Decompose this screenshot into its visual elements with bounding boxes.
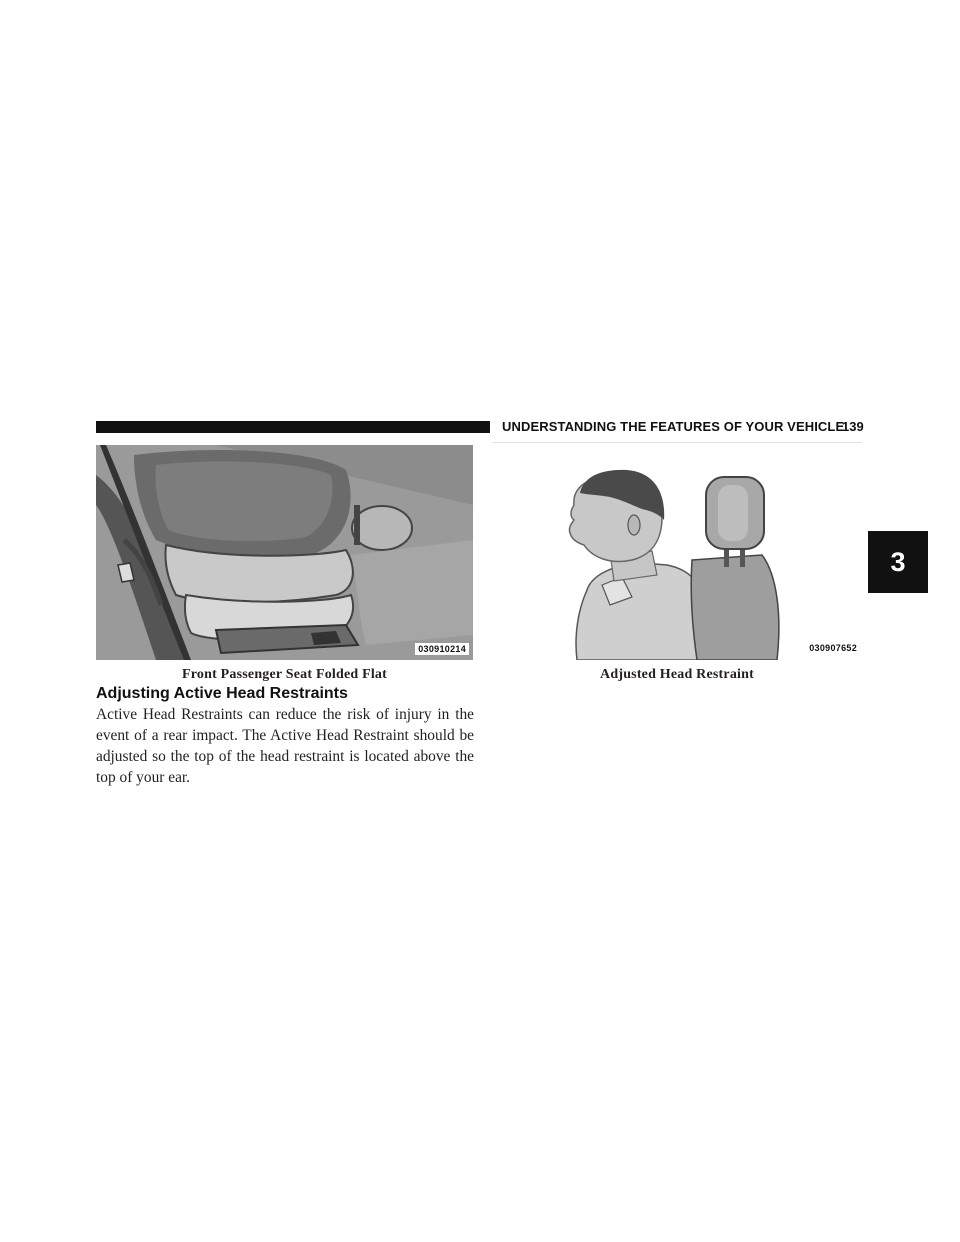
header-title: UNDERSTANDING THE FEATURES OF YOUR VEHICLE <box>502 419 845 434</box>
figure-folded-seat <box>96 445 473 660</box>
figure-caption: Front Passenger Seat Folded Flat <box>182 667 387 682</box>
header-rule <box>492 442 862 443</box>
figure-code: 030907652 <box>809 643 857 653</box>
figure-code: 030910214 <box>415 643 469 655</box>
folded-seat-illustration <box>96 445 473 660</box>
figure-head-restraint <box>492 445 862 660</box>
body-paragraph: Active Head Restraints can reduce the risk of injury in the event of a rear impact. The Active Head Restraint should be adjusted so the top of the head restraint is located above the top of your ear. <box>96 706 474 786</box>
head-restraint-illustration <box>492 445 862 660</box>
figure-caption: Adjusted Head Restraint <box>600 667 754 682</box>
header-bar <box>96 421 490 433</box>
page-number: 139 <box>842 419 864 434</box>
chapter-tab: 3 <box>868 531 928 593</box>
section-heading: Adjusting Active Head Restraints <box>96 685 348 702</box>
